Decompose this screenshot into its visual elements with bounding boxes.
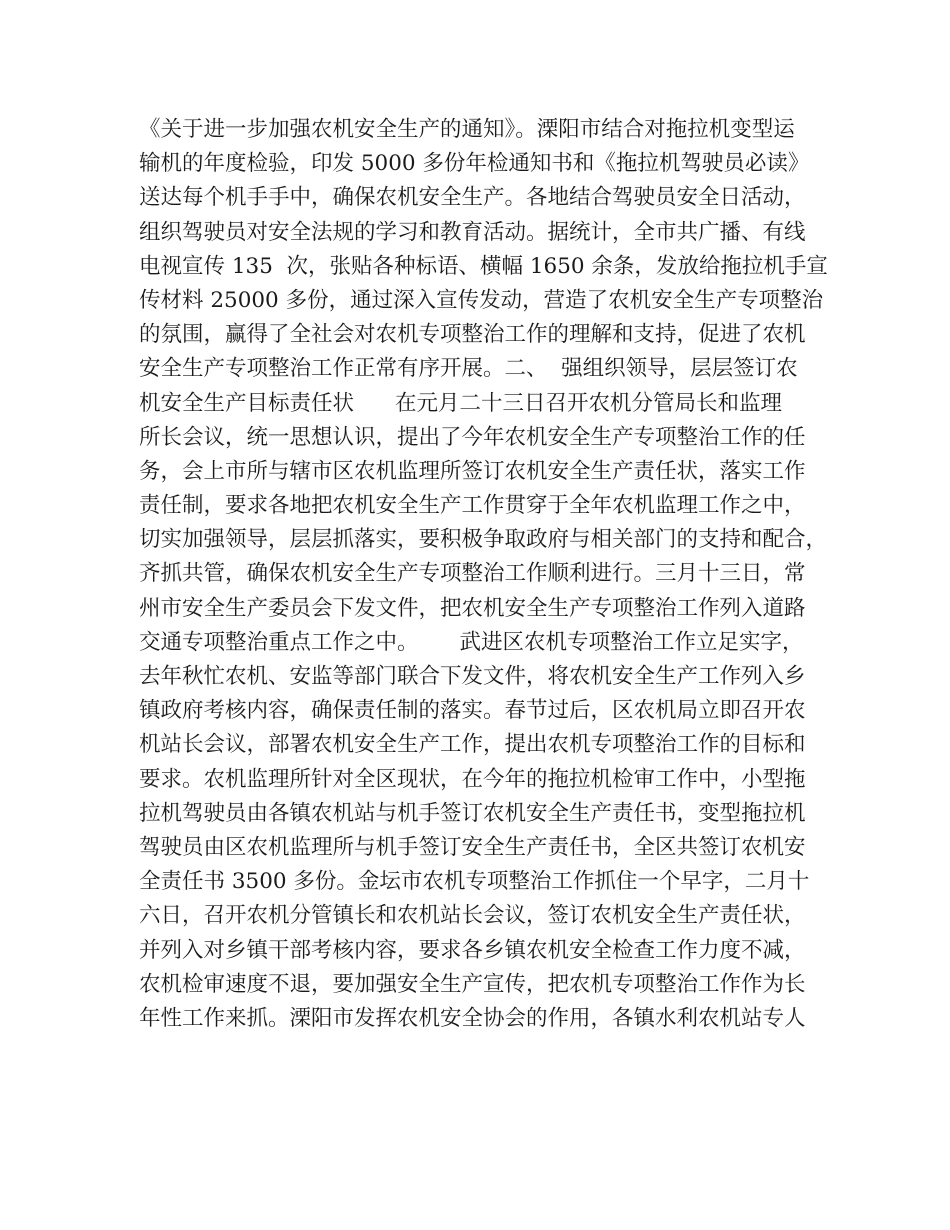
text-line: 务，会上市所与辖市区农机监理所签订农机安全生产责任状，落实工作 (139, 458, 806, 484)
text-line: 齐抓共管，确保农机安全生产专项整治工作顺利进行。三月十三日，常 (139, 561, 806, 587)
text-line: 驾驶员由区农机监理所与机手签订安全生产责任书，全区共签订农机安 (139, 834, 806, 860)
text-line: 镇政府考核内容，确保责任制的落实。春节过后，区农机局立即召开农 (139, 698, 806, 724)
text-line: 电视宣传 135 次，张贴各种标语、横幅 1650 余条，发放给拖拉机手宣 (139, 253, 828, 279)
text-line: 《关于进一步加强农机安全生产的通知》。溧阳市结合对拖拉机变型运 (139, 117, 795, 142)
text-line: 所长会议，统一思想认识，提出了今年农机安全生产专项整治工作的任 (139, 424, 806, 450)
text-line: 农机检审速度不退，要加强安全生产宣传，把农机专项整治工作作为长 (139, 971, 806, 997)
body-text (139, 113, 829, 1036)
text-line: 组织驾驶员对安全法规的学习和教育活动。据统计，全市共广播、有线 (139, 219, 806, 245)
text-line: 送达每个机手手中，确保农机安全生产。各地结合驾驶员安全日活动， (139, 185, 806, 211)
text-line: 去年秋忙农机、安监等部门联合下发文件，将农机安全生产工作列入乡 (139, 664, 806, 689)
text-line: 机站长会议，部署农机安全生产工作，提出农机专项整治工作的目标和 (139, 732, 806, 758)
text-line: 输机的年度检验，印发 5000 多份年检通知书和《拖拉机驾驶员必读》 (139, 151, 810, 177)
text-line: 机安全生产目标责任状 在元月二十三日召开农机分管局长和监理 (139, 390, 783, 416)
text-line: 的氛围，赢得了全社会对农机专项整治工作的理解和支持，促进了农机 (139, 322, 806, 348)
text-line: 年性工作来抓。溧阳市发挥农机安全协会的作用，各镇水利农机站专人 (139, 1005, 806, 1031)
text-line: 州市安全生产委员会下发文件，把农机安全生产专项整治工作列入道路 (139, 595, 806, 621)
text-line: 交通专项整治重点工作之中。 武进区农机专项整治工作立足实字， (139, 629, 804, 655)
text-line: 切实加强领导，层层抓落实，要积极争取政府与相关部门的支持和配合， (139, 527, 828, 553)
text-line: 要求。农机监理所针对全区现状，在今年的拖拉机检审工作中，小型拖 (139, 766, 806, 792)
text-line: 并列入对乡镇干部考核内容，要求各乡镇农机安全检查工作力度不减， (139, 937, 806, 963)
text-line: 拉机驾驶员由各镇农机站与机手签订农机安全生产责任书，变型拖拉机 (139, 800, 806, 826)
text-line: 责任制，要求各地把农机安全生产工作贯穿于全年农机监理工作之中， (139, 493, 806, 519)
text-line: 安全生产专项整治工作正常有序开展。二、 强组织领导，层层签订农 (139, 356, 798, 382)
text-line: 传材料 25000 多份，通过深入宣传发动，营造了农机安全生产专项整治 (139, 287, 824, 313)
text-line: 全责任书 3500 多份。金坛市农机专项整治工作抓住一个早字，二月十 (139, 869, 810, 895)
text-line: 六日，召开农机分管镇长和农机站长会议，签订农机安全生产责任状， (139, 903, 806, 929)
